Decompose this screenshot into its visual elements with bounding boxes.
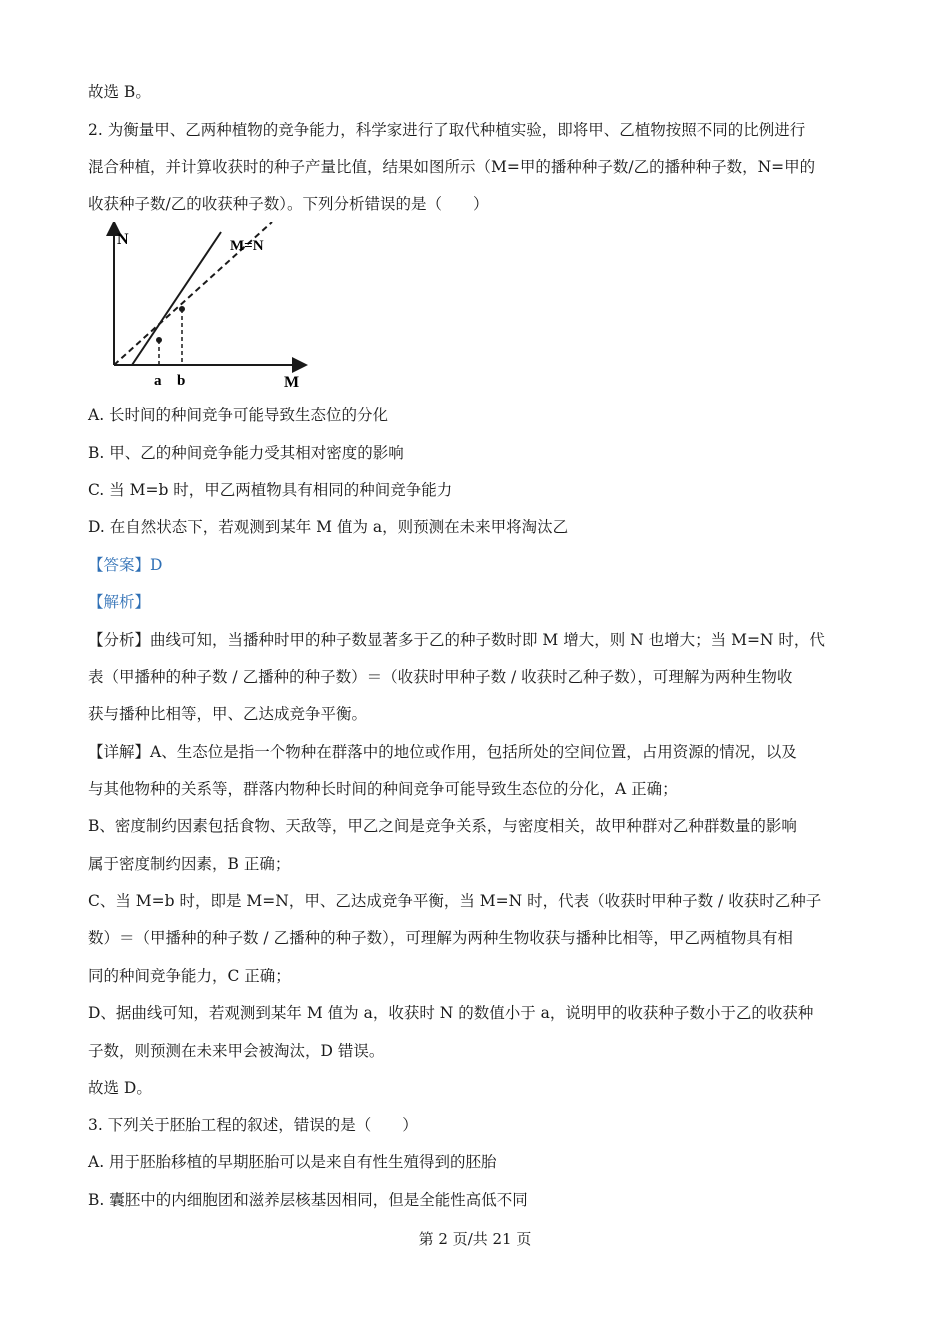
curve-line: [132, 232, 221, 365]
option-a: A. 长时间的种间竞争可能导致生态位的分化: [88, 406, 389, 424]
text-line: 子数，则预测在未来甲会被淘汰，D 错误。: [88, 1042, 385, 1060]
line-label: M=N: [230, 238, 264, 254]
text-line: 混合种植，并计算收获时的种子产量比值，结果如图所示（M=甲的播种种子数/乙的播种种子数，N=甲的: [88, 158, 816, 176]
x-axis-label: M: [284, 374, 300, 391]
option-c: C. 当 M=b 时，甲乙两植物具有相同的种间竞争能力: [88, 481, 453, 499]
text-line: 【分析】曲线可知，当播种时甲的种子数显著多于乙的种子数时即 M 增大，则 N 也增大；当 M=N 时，代: [88, 631, 825, 649]
text-line: 与其他物种的关系等，群落内物种长时间的种间竞争可能导致生态位的分化，A 正确；: [88, 780, 678, 798]
tick-a-label: a: [154, 373, 162, 389]
point-a: [156, 337, 162, 343]
page-footer: 第 2 页/共 21 页: [418, 1230, 532, 1248]
analysis-label: 【解析】: [88, 593, 151, 611]
y-axis-label: N: [117, 231, 129, 248]
option-d: D. 在自然状态下，若观测到某年 M 值为 a，则预测在未来甲将淘汰乙: [88, 518, 569, 536]
text-line: 【详解】A、生态位是指一个物种在群落中的地位或作用，包括所处的空间位置，占用资源的情况，以及: [88, 743, 797, 761]
text-line: 表（甲播种的种子数 / 乙播种的种子数）＝（收获时甲种子数 / 收获时乙种子数），可理解为两种生物收: [88, 668, 793, 686]
option-b: B. 甲、乙的种间竞争能力受其相对密度的影响: [88, 444, 404, 462]
tick-b-label: b: [177, 373, 186, 389]
point-b: [179, 306, 185, 312]
answer-label: 【答案】D: [88, 556, 163, 574]
text-line: 获与播种比相等，甲、乙达成竞争平衡。: [88, 705, 368, 723]
competition-graph: [104, 222, 314, 392]
text-line: 同的种间竞争能力，C 正确；: [88, 967, 291, 985]
option-a: A. 用于胚胎移植的早期胚胎可以是来自有性生殖得到的胚胎: [88, 1153, 497, 1171]
question-2-stem: 2. 为衡量甲、乙两种植物的竞争能力，科学家进行了取代种植实验，即将甲、乙植物按照不同的比例进行: [88, 121, 806, 139]
text-line: D、据曲线可知，若观测到某年 M 值为 a，收获时 N 的数值小于 a，说明甲的收获种子数小于乙的收获种: [88, 1004, 814, 1022]
option-b: B. 囊胚中的内细胞团和滋养层核基因相同，但是全能性高低不同: [88, 1191, 528, 1209]
question-3-stem: 3. 下列关于胚胎工程的叙述，错误的是（ ）: [88, 1116, 418, 1134]
text-line: 故选 B。: [88, 83, 151, 101]
text-line: 数）＝（甲播种的种子数 / 乙播种的种子数），可理解为两种生物收获与播种比相等，甲乙两植物具有相: [88, 929, 793, 947]
text-line: C、当 M=b 时，即是 M=N，甲、乙达成竞争平衡，当 M=N 时，代表（收获时甲种子数 / 收获时乙种子: [88, 892, 822, 910]
text-line: 属于密度制约因素，B 正确；: [88, 855, 291, 873]
text-line: 收获种子数/乙的收获种子数）。下列分析错误的是（ ）: [88, 195, 489, 213]
text-line: B、密度制约因素包括食物、天敌等，甲乙之间是竞争关系，与密度相关，故甲种群对乙种群数量的影响: [88, 817, 797, 835]
text-line: 故选 D。: [88, 1079, 152, 1097]
